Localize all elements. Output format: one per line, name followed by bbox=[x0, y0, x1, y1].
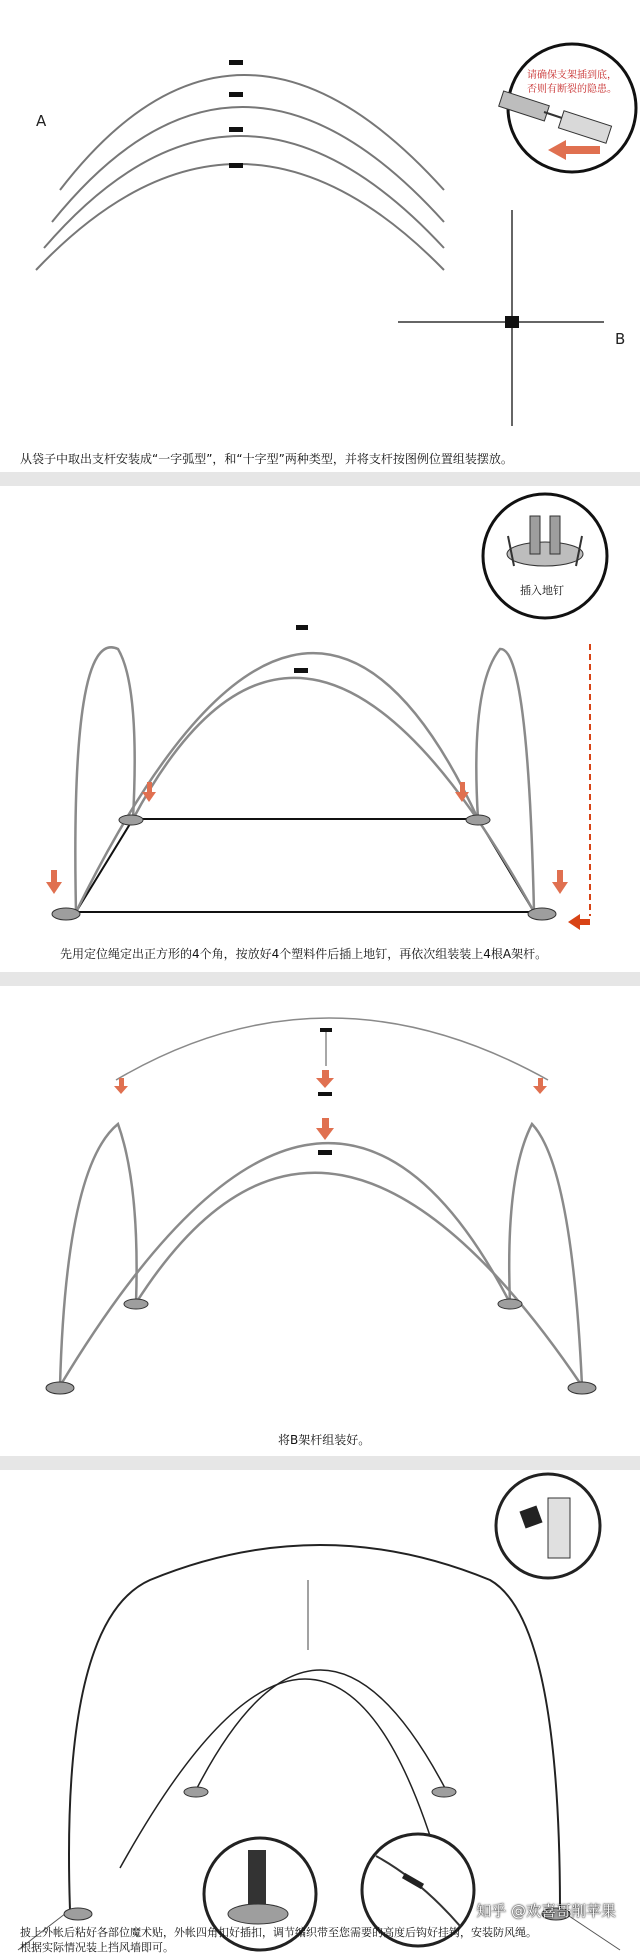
base-plate-back-right bbox=[498, 1299, 522, 1309]
base-plate-front-right bbox=[568, 1382, 596, 1394]
b-connector-top bbox=[320, 1028, 332, 1032]
red-arrow-icon bbox=[114, 1070, 547, 1140]
callout-line-1: 请确保支架插到底， bbox=[527, 70, 617, 81]
strap-detail bbox=[548, 1498, 570, 1558]
divider-3 bbox=[0, 1456, 640, 1470]
callout-label: 插入地钉 bbox=[520, 584, 564, 597]
a-pole-2 bbox=[133, 678, 534, 912]
canopy-outline bbox=[69, 1545, 560, 1910]
a-pole-1 bbox=[76, 653, 478, 912]
arc-connector-2 bbox=[229, 92, 243, 97]
panel-2-illustration bbox=[0, 486, 640, 972]
panel-4-caption-2: 根据实际情况装上挡风墙即可。 bbox=[20, 1941, 174, 1954]
divider-2 bbox=[0, 972, 640, 986]
a-pole-3 bbox=[60, 1124, 137, 1386]
b-connector-bottom bbox=[318, 1150, 332, 1155]
panel-1-arc-and-cross-poles bbox=[0, 0, 640, 472]
top-connector-2 bbox=[294, 668, 308, 673]
base-plate-front-left bbox=[46, 1382, 74, 1394]
base-plate-back-right bbox=[432, 1787, 456, 1797]
red-arrow-icon bbox=[568, 914, 590, 930]
a-pole-3 bbox=[75, 647, 134, 912]
arc-connector-3 bbox=[229, 127, 243, 132]
arc-connector-4 bbox=[229, 163, 243, 168]
label-a: A bbox=[36, 112, 47, 130]
label-b: B bbox=[615, 330, 626, 348]
panel-3-caption: 将B架杆组装好。 bbox=[278, 1433, 371, 1447]
base-plate-back-left bbox=[124, 1299, 148, 1309]
cross-connector bbox=[505, 316, 519, 328]
top-connector-1 bbox=[296, 625, 308, 630]
arc-pole-3 bbox=[44, 136, 444, 248]
panel-4-illustration bbox=[0, 1470, 640, 1959]
b-pole-top-arc bbox=[116, 1018, 548, 1080]
arc-connector-1 bbox=[229, 60, 243, 65]
watermark: 知乎 @欢喜哥削苹果 bbox=[476, 1902, 616, 1920]
panel-4-canopy bbox=[0, 1470, 640, 1959]
floor-square bbox=[76, 819, 534, 912]
base-plate-detail bbox=[228, 1904, 288, 1924]
panel-1-caption: 从袋子中取出支杆安装成“一字弧型”，和“十字型”两种类型，并将支杆按图例位置组装摆放。 bbox=[20, 452, 513, 466]
arc-pole-1 bbox=[60, 75, 444, 190]
a-pole-2 bbox=[136, 1173, 582, 1386]
b-connector-mid bbox=[318, 1092, 332, 1096]
base-plate-front-right bbox=[528, 908, 556, 920]
divider-1 bbox=[0, 472, 640, 486]
callout-line-2: 否则有断裂的隐患。 bbox=[527, 84, 617, 95]
panel-3-illustration bbox=[0, 986, 640, 1456]
base-plate-back-right bbox=[466, 815, 490, 825]
base-plate-back-left bbox=[184, 1787, 208, 1797]
base-plate-back-left bbox=[119, 815, 143, 825]
canopy-back-arch bbox=[196, 1670, 446, 1790]
a-pole-4 bbox=[509, 1124, 582, 1386]
panel-2-frame-base bbox=[0, 486, 640, 972]
panel-4-caption-1: 披上外帐后粘好各部位魔术贴，外帐四角扣好插扣，调节编织带至您需要的高度后钩好挂钩，安装防风绳。 bbox=[20, 1926, 537, 1939]
a-pole-4 bbox=[476, 649, 534, 912]
base-plate-front-left bbox=[52, 908, 80, 920]
a-pole-1 bbox=[60, 1143, 510, 1386]
panel-3-b-poles bbox=[0, 986, 640, 1456]
arc-pole-4 bbox=[36, 164, 444, 270]
panel-1-illustration bbox=[0, 0, 640, 472]
panel-2-caption: 先用定位绳定出正方形的4个角，按放好4个塑料件后插上地钉，再依次组装装上4根A架杆。 bbox=[60, 947, 548, 961]
base-plate-front-left bbox=[64, 1908, 92, 1920]
